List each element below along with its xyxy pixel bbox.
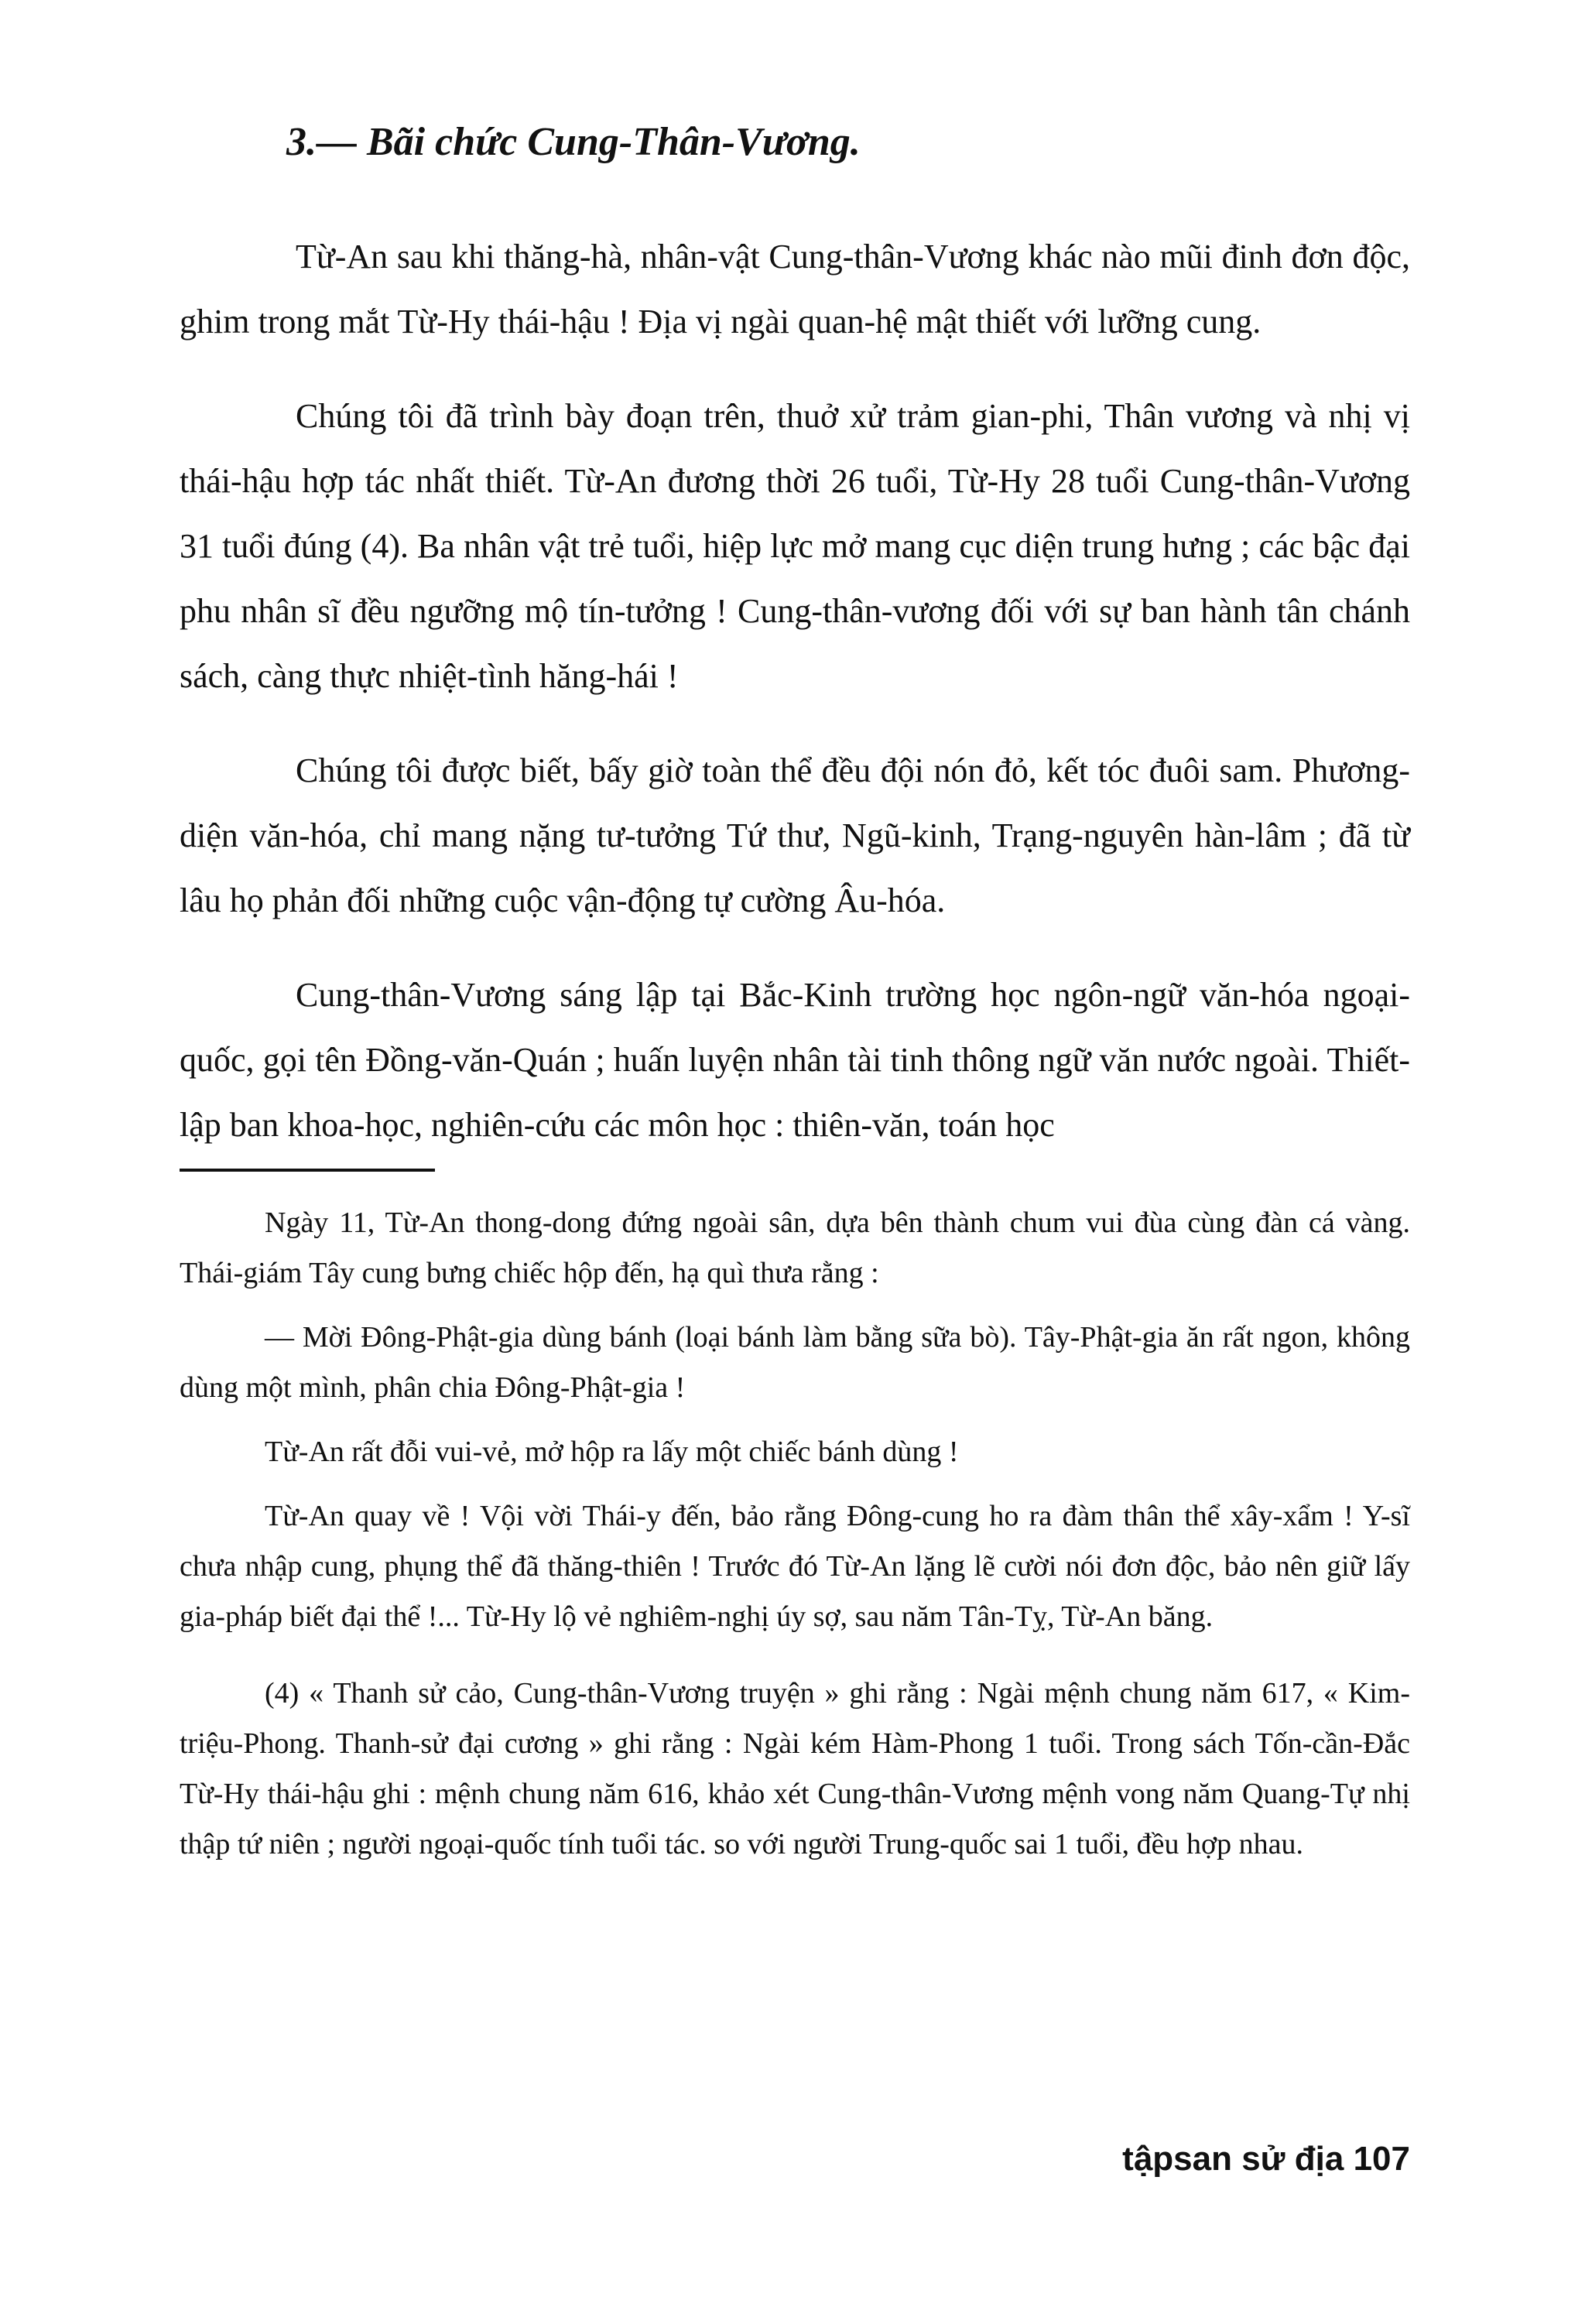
footnote-paragraph-4: Từ-An quay về ! Vội vời Thái-y đến, bảo rằng Đông-cung ho ra đàm thân thể xây-xẩm ! Y-sĩ chưa nhập cung, phụng thể đã thăng-thiên ! Trước đó Từ-An lặng lẽ cười nói đơn độc, bảo nên giữ lấy gia-pháp biết đại thể !... Từ-Hy lộ vẻ nghiêm-nghị úy sợ, sau năm Tân-Tỵ, Từ-An băng. xyxy=(180,1500,1410,1633)
footnote-divider xyxy=(180,1169,435,1172)
page-footer xyxy=(1122,2136,1410,2182)
footnote-paragraph-1: Ngày 11, Từ-An thong-dong đứng ngoài sân, dựa bên thành chum vui đùa cùng đàn cá vàng. Thái-giám Tây cung bưng chiếc hộp đến, hạ quì thưa rằng : xyxy=(180,1206,1410,1289)
page-number: 107 xyxy=(1353,2140,1410,2178)
paragraph-4: Cung-thân-Vương sáng lập tại Bắc-Kinh trường học ngôn-ngữ văn-hóa ngoại-quốc, gọi tên Đồng-văn-Quán ; huấn luyện nhân tài tinh thông ngữ văn nước ngoài. Thiết-lập ban khoa-học, nghiên-cứu các môn học : thiên-văn, toán học xyxy=(180,976,1410,1144)
footnote-reference-4: (4) « Thanh sử cảo, Cung-thân-Vương truyện » ghi rằng : Ngài mệnh chung năm 617, « Kim-triệu-Phong. Thanh-sử đại cương » ghi rằng : Ngài kém Hàm-Phong 1 tuổi. Trong sách Tốn-cần-Đắc Từ-Hy thái-hậu ghi : mệnh chung năm 616, khảo xét Cung-thân-Vương mệnh vong năm Quang-Tự nhị thập tứ niên ; người ngoại-quốc tính tuổi tác. so với người Trung-quốc sai 1 tuổi, đều hợp nhau. xyxy=(180,1677,1410,1860)
footnote-paragraph-3: Từ-An rất đỗi vui-vẻ, mở hộp ra lấy một chiếc bánh dùng ! xyxy=(265,1436,959,1468)
section-heading: 3.— Bãi chức Cung-Thân-Vương. xyxy=(286,120,861,164)
main-text xyxy=(180,224,1410,1187)
paragraph-1: Từ-An sau khi thăng-hà, nhân-vật Cung-thân-Vương khác nào mũi đinh đơn độc, ghim trong mắt Từ-Hy thái-hậu ! Địa vị ngài quan-hệ mật thiết với lưỡng cung. xyxy=(180,238,1410,341)
footnote-paragraph-2: — Mời Đông-Phật-gia dùng bánh (loại bánh làm bằng sữa bò). Tây-Phật-gia ăn rất ngon, không dùng một mình, phân chia Đông-Phật-gia ! xyxy=(180,1321,1410,1404)
footnotes xyxy=(180,1198,1410,1884)
paragraph-2: Chúng tôi đã trình bày đoạn trên, thuở xử trảm gian-phi, Thân vương và nhị vị thái-hậu hợp tác nhất thiết. Từ-An đương thời 26 tuổi, Từ-Hy 28 tuổi Cung-thân-Vương 31 tuổi đúng (4). Ba nhân vật trẻ tuổi, hiệp lực mở mang cục diện trung hưng ; các bậc đại phu nhân sĩ đều ngưỡng mộ tín-tưởng ! Cung-thân-vương đối với sự ban hành tân chánh sách, càng thực nhiệt-tình hăng-hái ! xyxy=(180,397,1410,695)
paragraph-3: Chúng tôi được biết, bấy giờ toàn thể đều đội nón đỏ, kết tóc đuôi sam. Phương-diện văn-hóa, chỉ mang nặng tư-tưởng Tứ thư, Ngũ-kinh, Trạng-nguyên hàn-lâm ; đã từ lâu họ phản đối những cuộc vận-động tự cường Âu-hóa. xyxy=(180,751,1410,919)
journal-name: tậpsan sử địa xyxy=(1122,2140,1344,2178)
